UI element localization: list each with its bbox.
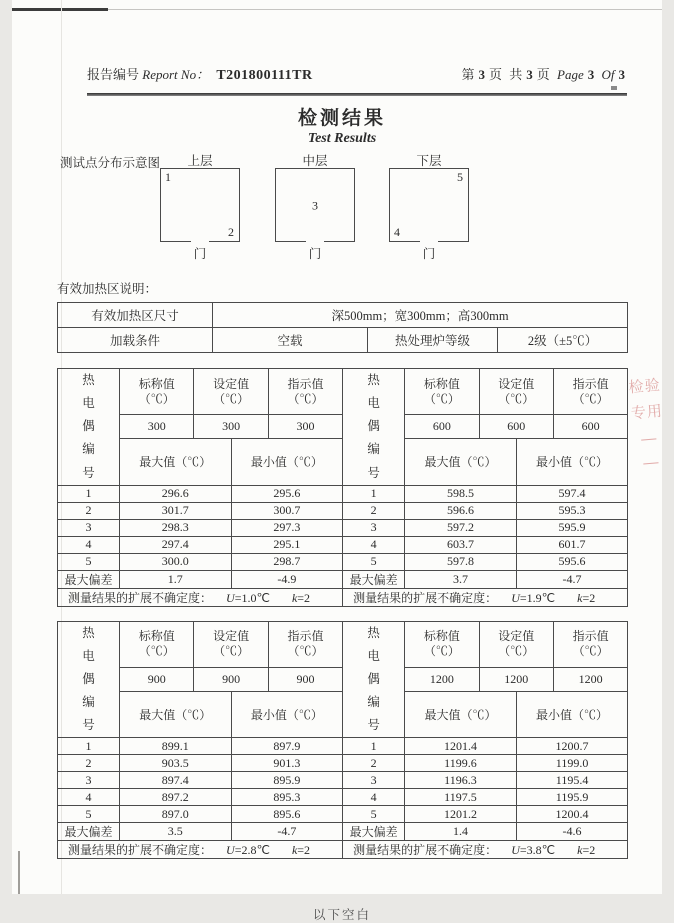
- min-value: 1195.9: [516, 789, 628, 806]
- tc-number: 3: [58, 519, 120, 536]
- header-unit: （℃）: [138, 391, 175, 406]
- uncertainty-value: U=2.8℃: [226, 843, 270, 858]
- box-bottom-edge: [438, 241, 468, 242]
- measurement-table-1200: [342, 621, 628, 860]
- min-value: 300.7: [231, 502, 343, 519]
- nominal-header: [405, 369, 479, 415]
- pagination-text: 共: [509, 67, 523, 82]
- heating-zone-caption: 有效加热区说明：: [57, 282, 158, 296]
- max-dev-label: 最大偏差: [343, 823, 405, 841]
- min-value: 601.7: [516, 536, 628, 553]
- table-row: [58, 841, 343, 859]
- heating-zone-table: [57, 302, 628, 353]
- table-row: [58, 789, 343, 806]
- page-title: 检测结果: [297, 108, 386, 129]
- coverage-factor: k=2: [291, 590, 311, 605]
- tc-number: 1: [58, 485, 120, 502]
- pagination-text: 第: [461, 67, 475, 82]
- thermocouple-no-header: [58, 369, 120, 486]
- max-value: 899.1: [120, 738, 232, 755]
- uncertainty-cell: [343, 841, 628, 859]
- tc-number: 1: [343, 485, 405, 502]
- header-unit: （℃）: [423, 391, 460, 406]
- box-bottom-edge: [276, 241, 306, 242]
- max-value: 297.4: [120, 536, 232, 553]
- header-unit: （℃）: [287, 391, 324, 406]
- set-header: [479, 621, 553, 667]
- max-value: 903.5: [120, 755, 232, 772]
- header-label: 设定值: [498, 629, 535, 644]
- uncertainty-cell: [58, 841, 343, 859]
- table-row: [58, 519, 343, 536]
- diagram-caption: 测试点分布示意图: [60, 156, 161, 170]
- coverage-factor: k=2: [577, 590, 596, 605]
- uncertainty-value: U=1.0℃: [226, 590, 270, 605]
- table-row: [58, 823, 343, 841]
- test-point: 4: [394, 225, 400, 239]
- max-value: 597.2: [405, 519, 517, 536]
- pagination-text: 页: [536, 67, 550, 82]
- min-value: 895.6: [231, 806, 343, 823]
- test-point-diagram: [57, 151, 627, 269]
- max-header: 最大值（℃）: [120, 439, 232, 485]
- table-row: [343, 485, 628, 502]
- set-value: 1200: [479, 667, 553, 691]
- pagination: [459, 64, 627, 83]
- table-row: [343, 621, 628, 667]
- max-value: 298.3: [120, 519, 232, 536]
- max-value: 1201.4: [405, 738, 517, 755]
- header-label: 标称值: [423, 629, 460, 644]
- uncertainty-cell: [58, 588, 343, 606]
- report-no-label-en: Report No：: [142, 67, 210, 82]
- tc-number: 2: [343, 502, 405, 519]
- min-value: 1199.0: [516, 755, 628, 772]
- furnace-box: [160, 168, 240, 242]
- header-label: 标称值: [138, 376, 175, 391]
- max-value: 1199.6: [405, 755, 517, 772]
- nominal-value: 900: [120, 667, 194, 691]
- max-value: 1201.2: [405, 806, 517, 823]
- max-header: 最大值（℃）: [405, 439, 517, 485]
- test-point: 5: [457, 170, 463, 184]
- max-value: 1196.3: [405, 772, 517, 789]
- blank-below-note: 以下空白: [312, 908, 371, 923]
- thermocouple-no-label: 热电偶编号: [367, 625, 380, 733]
- header-unit: （℃）: [572, 644, 609, 659]
- hz-size-label: 有效加热区尺寸: [58, 303, 213, 328]
- tc-number: 2: [343, 755, 405, 772]
- tc-number: 4: [343, 789, 405, 806]
- tc-number: 1: [58, 738, 120, 755]
- min-value: 595.9: [516, 519, 628, 536]
- layer-middle: [275, 154, 355, 262]
- max-dev-label: 最大偏差: [58, 570, 120, 588]
- uncertainty-value: U=1.9℃: [511, 590, 556, 605]
- page-content: [12, 0, 662, 923]
- max-dev-value: 3.5: [120, 823, 232, 841]
- test-point: 1: [165, 170, 171, 184]
- tc-number: 3: [343, 519, 405, 536]
- max-header: 最大值（℃）: [405, 691, 517, 737]
- tc-number: 4: [58, 789, 120, 806]
- page-number-en: 3: [587, 67, 595, 82]
- table-row: [58, 485, 343, 502]
- header-unit: （℃）: [287, 644, 324, 659]
- header-unit: （℃）: [213, 644, 250, 659]
- max-value: 597.8: [405, 553, 517, 570]
- header-unit: （℃）: [572, 391, 609, 406]
- tc-number: 5: [343, 553, 405, 570]
- set-header: [479, 369, 553, 415]
- door-label: 门: [193, 247, 207, 261]
- test-point: 3: [312, 198, 318, 212]
- table-row: [343, 738, 628, 755]
- table-row: [343, 823, 628, 841]
- min-value: 298.7: [231, 553, 343, 570]
- min-value: 895.9: [231, 772, 343, 789]
- report-header-line: [57, 0, 627, 84]
- max-dev-value: 3.7: [405, 570, 517, 588]
- nominal-value: 300: [120, 415, 194, 439]
- uncertainty-label: 测量结果的扩展不确定度：: [68, 590, 213, 605]
- max-value: 296.6: [120, 485, 232, 502]
- indicated-value: 1200: [553, 667, 627, 691]
- layer-upper: [160, 154, 240, 262]
- max-value: 897.0: [120, 806, 232, 823]
- box-bottom-edge: [161, 241, 191, 242]
- indicated-header: [268, 369, 342, 415]
- min-value: 1200.4: [516, 806, 628, 823]
- uncertainty-value: U=3.8℃: [511, 843, 556, 858]
- box-bottom-edge: [390, 241, 420, 242]
- report-number: [87, 64, 313, 84]
- min-value: 895.3: [231, 789, 343, 806]
- thermocouple-no-label: 热电偶编号: [367, 373, 380, 480]
- uncertainty-cell: [343, 588, 628, 606]
- tc-number: 4: [343, 536, 405, 553]
- min-value: 297.3: [231, 519, 343, 536]
- max-dev-label: 最大偏差: [58, 823, 120, 841]
- min-value: 295.1: [231, 536, 343, 553]
- table-row: [58, 570, 343, 588]
- set-header: [194, 369, 268, 415]
- max-value: 1197.5: [405, 789, 517, 806]
- thermocouple-no-header: [58, 621, 120, 738]
- measurement-tables-row-1: [57, 368, 627, 607]
- uncertainty-label: 测量结果的扩展不确定度：: [68, 843, 213, 858]
- door-label: 门: [422, 247, 436, 261]
- tc-number: 5: [58, 806, 120, 823]
- report-no-value: T201800111TR: [216, 68, 313, 83]
- header-label: 指示值: [287, 629, 324, 644]
- min-value: 1200.7: [516, 738, 628, 755]
- header-label: 标称值: [423, 376, 460, 391]
- min-value: 595.6: [516, 553, 628, 570]
- tc-number: 3: [343, 772, 405, 789]
- tc-number: 3: [58, 772, 120, 789]
- table-row: [343, 755, 628, 772]
- measurement-table-600: [342, 368, 628, 607]
- min-header: 最小值（℃）: [516, 691, 628, 737]
- measurement-table-300: [57, 368, 343, 607]
- table-row: [343, 806, 628, 823]
- thermocouple-no-label: 热电偶编号: [82, 373, 95, 480]
- table-row: [58, 502, 343, 519]
- min-value: 897.9: [231, 738, 343, 755]
- layer-label: 上层: [187, 154, 213, 168]
- max-dev-value: 1.4: [405, 823, 517, 841]
- table-row: [343, 536, 628, 553]
- header-unit: （℃）: [498, 391, 535, 406]
- set-value: 600: [479, 415, 553, 439]
- pagination-text: Page: [557, 67, 584, 82]
- total-pages-en: 3: [618, 67, 625, 82]
- max-dev-value: 1.7: [120, 570, 232, 588]
- max-value: 603.7: [405, 536, 517, 553]
- table-row: [343, 588, 628, 606]
- min-dev-value: -4.9: [231, 570, 343, 588]
- layer-label: 下层: [416, 154, 442, 168]
- table-row: [58, 369, 343, 415]
- indicated-value: 900: [268, 667, 342, 691]
- tc-number: 2: [58, 502, 120, 519]
- scanned-report-page: [12, 0, 664, 923]
- hz-load-label: 加载条件: [58, 328, 213, 353]
- table-row: [58, 621, 343, 667]
- table-row: [58, 553, 343, 570]
- max-value: 598.5: [405, 485, 517, 502]
- test-point: 2: [228, 225, 234, 239]
- indicated-header: [553, 369, 627, 415]
- table-row: [58, 536, 343, 553]
- nominal-value: 600: [405, 415, 479, 439]
- max-value: 897.2: [120, 789, 232, 806]
- min-dev-value: -4.6: [516, 823, 628, 841]
- set-header: [194, 621, 268, 667]
- indicated-header: [553, 621, 627, 667]
- tc-number: 1: [343, 738, 405, 755]
- max-dev-label: 最大偏差: [343, 570, 405, 588]
- page-number: 3: [478, 67, 485, 82]
- header-label: 设定值: [498, 376, 535, 391]
- tc-number: 4: [58, 536, 120, 553]
- indicated-value: 600: [553, 415, 627, 439]
- header-unit: （℃）: [138, 644, 175, 659]
- header-unit: （℃）: [498, 644, 535, 659]
- min-value: 901.3: [231, 755, 343, 772]
- min-value: 595.3: [516, 502, 628, 519]
- furnace-box: [389, 168, 469, 242]
- min-dev-value: -4.7: [516, 570, 628, 588]
- min-value: 1195.4: [516, 772, 628, 789]
- seal-stroke: —: [642, 453, 661, 472]
- table-row: [58, 806, 343, 823]
- layer-lower: [389, 154, 469, 262]
- set-value: 900: [194, 667, 268, 691]
- min-value: 295.6: [231, 485, 343, 502]
- coverage-factor: k=2: [291, 843, 311, 858]
- min-value: 597.4: [516, 485, 628, 502]
- min-header: 最小值（℃）: [231, 439, 343, 485]
- header-label: 设定值: [213, 629, 250, 644]
- table-row: [343, 841, 628, 859]
- hz-grade-value: 2级（±5℃）: [498, 328, 628, 353]
- nominal-header: [405, 621, 479, 667]
- table-row: [58, 755, 343, 772]
- seal-text-line: 专用: [630, 403, 664, 423]
- layer-label: 中层: [302, 154, 328, 168]
- indicated-value: 300: [268, 415, 342, 439]
- table-row: [343, 772, 628, 789]
- max-value: 596.6: [405, 502, 517, 519]
- table-row: [343, 519, 628, 536]
- uncertainty-label: 测量结果的扩展不确定度：: [353, 843, 498, 858]
- tc-number: 5: [58, 553, 120, 570]
- header-label: 标称值: [138, 629, 175, 644]
- nominal-header: [120, 369, 194, 415]
- header-label: 设定值: [213, 376, 250, 391]
- coverage-factor: k=2: [577, 843, 596, 858]
- table-row: [58, 738, 343, 755]
- indicated-header: [268, 621, 342, 667]
- uncertainty-label: 测量结果的扩展不确定度：: [353, 590, 498, 605]
- pagination-text: Of: [601, 67, 615, 82]
- min-dev-value: -4.7: [231, 823, 343, 841]
- table-row: [58, 328, 628, 353]
- tc-number: 2: [58, 755, 120, 772]
- furnace-box: [275, 168, 355, 242]
- box-bottom-edge: [209, 241, 239, 242]
- thermocouple-no-header: [343, 369, 405, 486]
- total-pages: 3: [526, 67, 533, 82]
- max-value: 300.0: [120, 553, 232, 570]
- table-row: [343, 570, 628, 588]
- max-value: 897.4: [120, 772, 232, 789]
- report-no-label-zh: 报告编号: [87, 67, 140, 82]
- table-row: [58, 772, 343, 789]
- max-header: 最大值（℃）: [120, 691, 232, 737]
- header-label: 指示值: [287, 376, 324, 391]
- hz-grade-label: 热处理炉等级: [368, 328, 498, 353]
- seal-text-line: 检验: [628, 377, 662, 397]
- page-subtitle: Test Results: [307, 131, 377, 146]
- table-row: [343, 369, 628, 415]
- nominal-header: [120, 621, 194, 667]
- hz-load-value: 空载: [213, 328, 368, 353]
- header-divider: [87, 93, 627, 96]
- box-bottom-edge: [324, 241, 354, 242]
- header-unit: （℃）: [213, 391, 250, 406]
- table-row: [58, 588, 343, 606]
- door-label: 门: [308, 247, 322, 261]
- min-header: 最小值（℃）: [516, 439, 628, 485]
- measurement-table-900: [57, 621, 343, 860]
- table-row: [58, 303, 628, 328]
- table-row: [343, 553, 628, 570]
- header-unit: （℃）: [423, 644, 460, 659]
- pagination-text: 页: [488, 67, 502, 82]
- nominal-value: 1200: [405, 667, 479, 691]
- tc-number: 5: [343, 806, 405, 823]
- seal-stroke: —: [640, 429, 658, 448]
- header-label: 指示值: [572, 629, 609, 644]
- thermocouple-no-header: [343, 621, 405, 738]
- max-value: 301.7: [120, 502, 232, 519]
- measurement-tables-row-2: [57, 621, 627, 860]
- header-label: 指示值: [572, 376, 609, 391]
- min-header: 最小值（℃）: [231, 691, 343, 737]
- table-row: [343, 789, 628, 806]
- table-row: [343, 502, 628, 519]
- hz-size-value: 深500mm；宽300mm；高300mm: [213, 303, 628, 328]
- thermocouple-no-label: 热电偶编号: [82, 625, 95, 733]
- set-value: 300: [194, 415, 268, 439]
